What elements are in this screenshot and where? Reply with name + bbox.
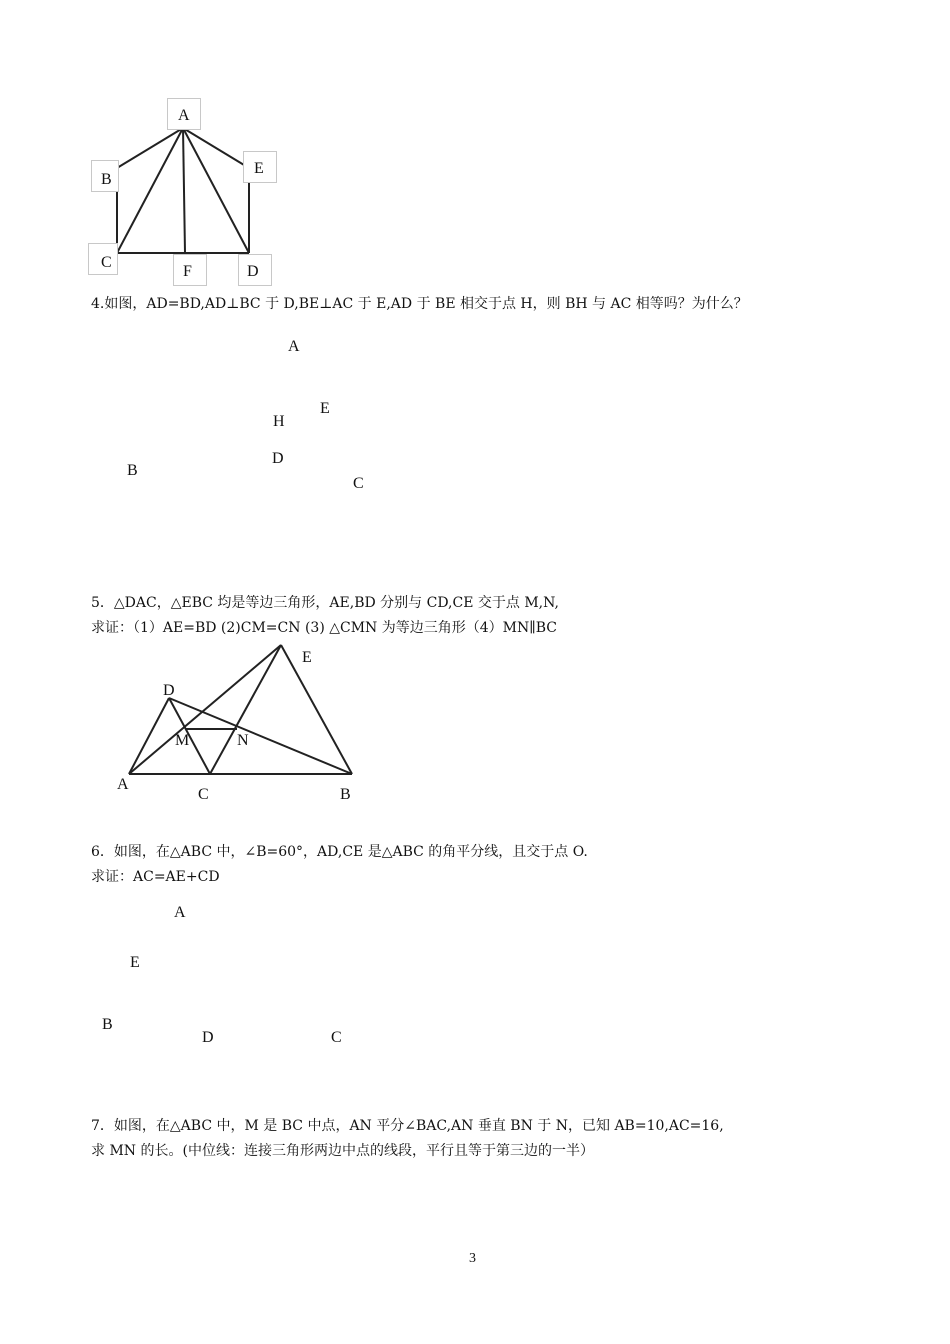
p4-label-B: B <box>127 462 138 479</box>
line-EB <box>281 645 352 774</box>
line-AE <box>129 645 281 774</box>
p5-label-B: B <box>340 786 351 803</box>
p4-label-C: C <box>353 475 364 492</box>
p6-label-D: D <box>202 1029 214 1046</box>
p5-label-N: N <box>237 732 249 749</box>
p5-label-C: C <box>198 786 209 803</box>
p5-label-E: E <box>302 649 312 666</box>
p6-label-E: E <box>130 954 140 971</box>
p4-label-E: E <box>320 400 330 417</box>
p4-label-A: A <box>288 338 300 355</box>
p6-label-B: B <box>102 1016 113 1033</box>
problem6-line2: 求证：AC=AE+CD <box>91 869 220 885</box>
problem7-line2: 求 MN 的长。(中位线：连接三角形两边中点的线段，平行且等于第三边的一半） <box>91 1143 594 1159</box>
fig1-label-B: B <box>101 171 112 188</box>
problem7-line1: 7．如图，在△ABC 中，M 是 BC 中点，AN 平分∠BAC,AN 垂直 BN 于 N，已知 AB=10,AC=16, <box>91 1118 724 1134</box>
problem5-line1: 5．△DAC，△EBC 均是等边三角形，AE,BD 分别与 CD,CE 交于点 M,N, <box>91 595 559 611</box>
line-CE <box>210 645 281 774</box>
fig1-label-C: C <box>101 254 112 271</box>
fig1-label-A: A <box>178 107 190 124</box>
fig1-label-D: D <box>247 263 259 280</box>
p6-label-A: A <box>174 904 186 921</box>
line-AD <box>129 698 169 774</box>
line-DB <box>169 698 352 774</box>
p6-label-C: C <box>331 1029 342 1046</box>
p4-label-D: D <box>272 450 284 467</box>
problem5-line2: 求证：（1）AE=BD (2)CM=CN (3) △CMN 为等边三角形（4）MN∥BC <box>91 620 557 636</box>
problem4-text: 4.如图，AD=BD,AD⊥BC 于 D,BE⊥AC 于 E,AD 于 BE 相交于点 H，则 BH 与 AC 相等吗？为什么？ <box>91 296 748 312</box>
fig1-label-E: E <box>254 160 264 177</box>
fig1-label-F: F <box>183 263 192 280</box>
p5-label-M: M <box>175 732 190 749</box>
page-number: 3 <box>469 1251 476 1266</box>
p5-label-A: A <box>117 776 129 793</box>
problem6-line1: 6．如图，在△ABC 中，∠B=60°，AD,CE 是△ABC 的角平分线，且交于点 O. <box>91 844 588 860</box>
p4-label-H: H <box>273 413 285 430</box>
p5-label-D: D <box>163 682 175 699</box>
